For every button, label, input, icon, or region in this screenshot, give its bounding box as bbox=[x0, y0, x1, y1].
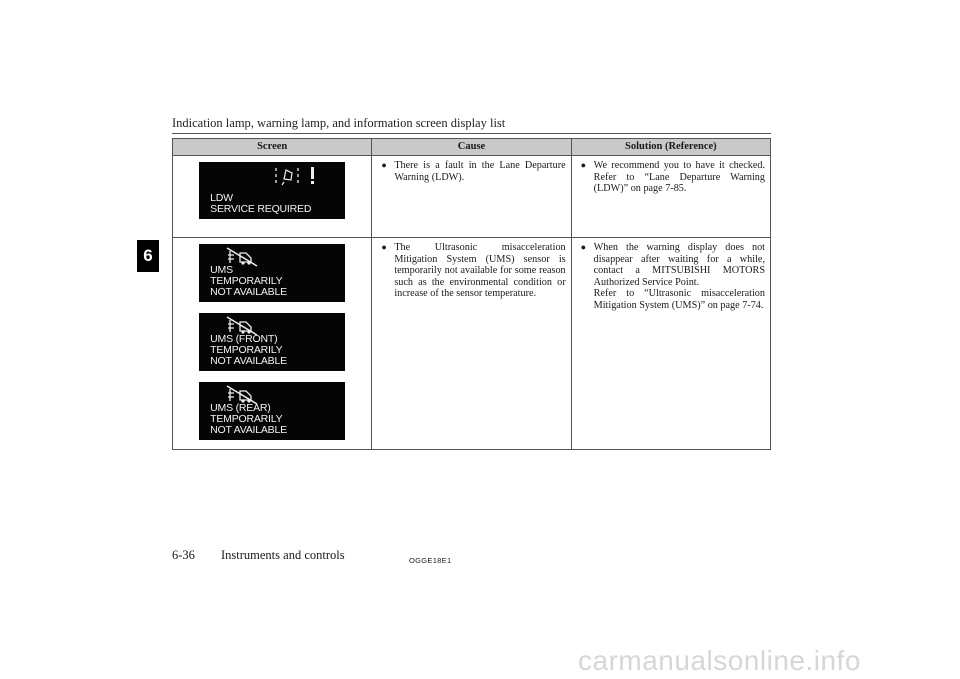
cause-text: The Ultrasonic misacceleration Mitigation System (UMS) sensor is temporarily not available for some reason such as the environmental condition or increase of the sensor temperature. bbox=[394, 242, 566, 299]
cause-cell bbox=[372, 238, 571, 450]
solution-paragraph: When the warning display does not disappear after waiting for a while, contact a MITSUBISHI MOTORS Authorized Service Point. bbox=[593, 242, 765, 288]
display-text-line: NOT AVAILABLE bbox=[210, 286, 287, 298]
display-text-line: UMS (FRONT) bbox=[210, 333, 278, 345]
bullet-icon: ● bbox=[580, 160, 587, 170]
display-text-line: UMS bbox=[210, 264, 233, 276]
page-header-title: Indication lamp, warning lamp, and information screen display list bbox=[172, 116, 506, 130]
display-text-line: TEMPORARILY bbox=[210, 413, 283, 425]
display-text-line: NOT AVAILABLE bbox=[210, 355, 287, 367]
cause-cell bbox=[372, 156, 571, 238]
ums-rear-display bbox=[199, 382, 345, 440]
solution-text: We recommend you to have it checked. Refer to “Lane Departure Warning (LDW)” on page 7-85. bbox=[593, 160, 765, 194]
display-text-line: TEMPORARILY bbox=[210, 344, 283, 356]
watermark: carmanualsonline.info bbox=[578, 645, 861, 676]
header-rule bbox=[172, 133, 771, 134]
cause-text: There is a fault in the Lane Departure Warning (LDW). bbox=[394, 160, 566, 183]
display-text-line: TEMPORARILY bbox=[210, 275, 283, 287]
table-header-row bbox=[173, 139, 771, 156]
display-text-line: SERVICE REQUIRED bbox=[210, 203, 312, 215]
document-code: OGGE18E1 bbox=[409, 556, 452, 565]
ldw-display bbox=[199, 162, 345, 219]
solution-reference: Refer to “Ultrasonic misacceleration Mitigation System (UMS)” on page 7-74. bbox=[593, 288, 765, 311]
solution-text bbox=[594, 242, 765, 311]
ums-display bbox=[199, 244, 345, 302]
display-text-line: LDW bbox=[210, 192, 233, 204]
section-title: Instruments and controls bbox=[221, 548, 345, 562]
indication-table bbox=[172, 138, 771, 450]
table-row bbox=[173, 238, 771, 450]
screen-cell bbox=[173, 238, 372, 450]
page-number: 6-36 bbox=[172, 548, 195, 562]
display-text-line: NOT AVAILABLE bbox=[210, 424, 287, 436]
table-row bbox=[173, 156, 771, 238]
ums-front-display bbox=[199, 313, 345, 371]
lane-departure-warning-icon bbox=[269, 165, 329, 192]
column-header-cause: Cause bbox=[372, 139, 571, 156]
bullet-icon: ● bbox=[381, 160, 387, 170]
bullet-icon: ● bbox=[580, 242, 587, 252]
chapter-tab: 6 bbox=[137, 240, 159, 272]
bullet-icon: ● bbox=[381, 242, 387, 252]
screen-cell bbox=[173, 156, 372, 238]
column-header-screen: Screen bbox=[173, 139, 372, 156]
solution-cell bbox=[571, 238, 770, 450]
column-header-solution: Solution (Reference) bbox=[571, 139, 770, 156]
solution-cell bbox=[571, 156, 770, 238]
display-text-line: UMS (REAR) bbox=[210, 402, 271, 414]
